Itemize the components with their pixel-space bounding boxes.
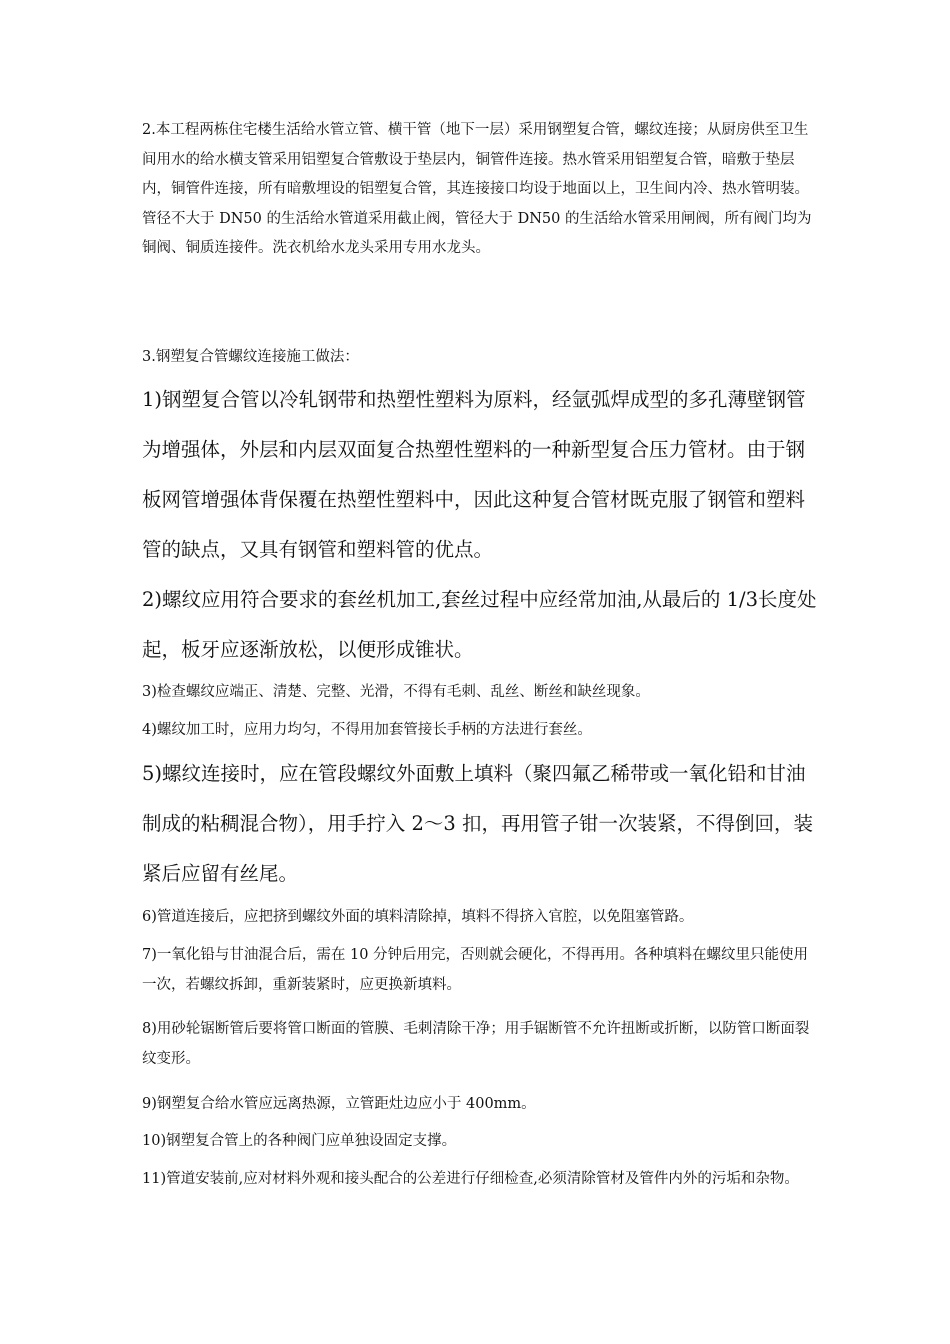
step-3-thread-inspection: 3)检查螺纹应端正、清楚、完整、光滑，不得有毛刺、乱丝、断丝和缺丝现象。: [142, 684, 650, 700]
step-11-pre-install-check: 11)管道安装前,应对材料外观和接头配合的公差进行仔细检查,必须清除管材及管件内外的污垢和杂物。: [142, 1171, 799, 1187]
step-1-pipe-description: 1)钢塑复合管以冷轧钢带和热塑性塑料为原料，经氩弧焊成型的多孔薄壁钢管为增强体，外层和内层双面复合热塑性塑料的一种新型复合压力管材。由于钢板网管增强体背保覆在热塑性塑料中，因此这种复合管材既克服了钢管和塑料管的缺点，又具有钢管和塑料管的优点。: [142, 388, 806, 561]
step-8-pipe-cutting: 8)用砂轮锯断管后要将管口断面的管膜、毛刺清除干净；用手锯断管不允许扭断或折断，以防管口断面裂纹变形。: [142, 1021, 810, 1067]
paragraph-water-supply-pipes: 2.本工程两栋住宅楼生活给水管立管、横干管（地下一层）采用钢塑复合管，螺纹连接；从厨房供至卫生间用水的给水横支管采用铝塑复合管敷设于垫层内，铜管件连接。热水管采用铝塑复合管，暗敷于垫层内，铜管件连接，所有暗敷埋设的铝塑复合管，其连接接口均设于地面以上，卫生间内冷、热水管明装。管径不大于 DN50 的生活给水管道采用截止阀，管径大于 DN50 的生活给水管采用闸阀，所有阀门均为铜阀、铜质连接件。洗衣机给水龙头采用专用水龙头。: [142, 122, 812, 256]
step-5-thread-connection: 5)螺纹连接时，应在管段螺纹外面敷上填料（聚四氟乙稀带或一氧化铅和甘油制成的粘稠混合物），用手拧入 2～3 扣，再用管子钳一次装紧，不得倒回，装紧后应留有丝尾。: [142, 762, 813, 885]
step-10-valve-support: 10)钢塑复合管上的各种阀门应单独设固定支撑。: [142, 1133, 457, 1149]
paragraph-construction-method-heading: 3.钢塑复合管螺纹连接施工做法：: [142, 349, 359, 365]
step-9-heat-source: 9)钢塑复合给水管应远离热源，立管距灶边应小于 400mm。: [142, 1096, 536, 1112]
step-7-filler-usage: 7)一氧化铅与甘油混合后，需在 10 分钟后用完，否则就会硬化，不得再用。各种填料在螺纹里只能使用一次，若螺纹拆卸，重新装紧时，应更换新填料。: [142, 947, 809, 993]
step-6-clean-filler: 6)管道连接后，应把挤到螺纹外面的填料清除掉，填料不得挤入官腔，以免阻塞管路。: [142, 909, 694, 925]
step-4-thread-processing: 4)螺纹加工时，应用力均匀，不得用加套管接长手柄的方法进行套丝。: [142, 722, 592, 738]
step-2-threading: 2)螺纹应用符合要求的套丝机加工,套丝过程中应经常加油,从最后的 1/3长度处起，板牙应逐渐放松，以便形成锥状。: [142, 588, 817, 661]
